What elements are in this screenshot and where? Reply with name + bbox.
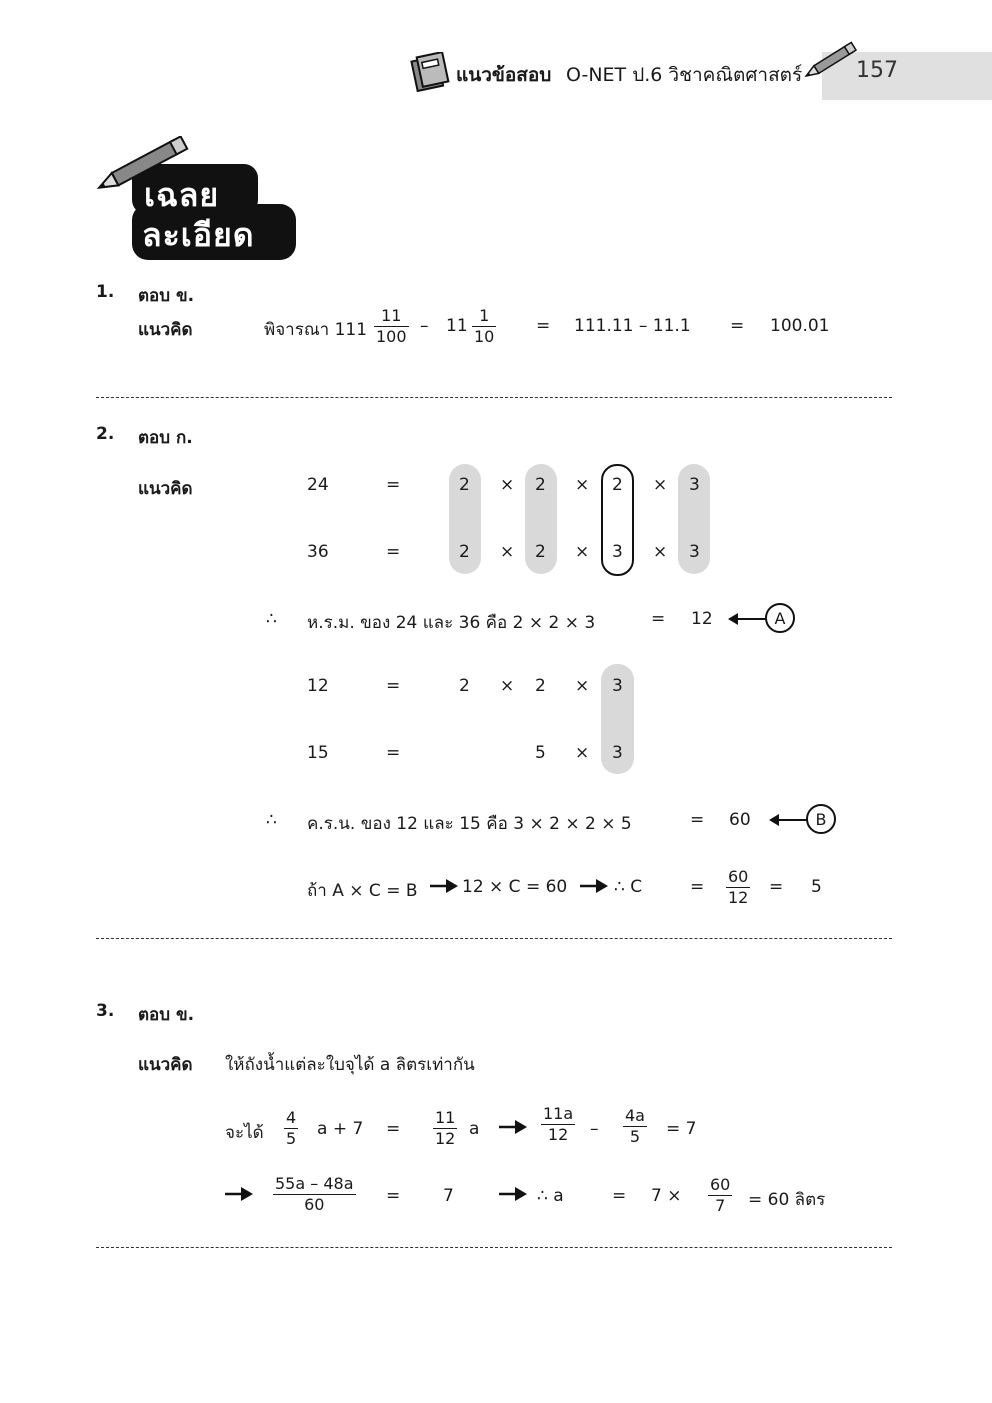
row36-eq: =: [386, 542, 401, 562]
q1-lead: พิจารณา 111: [264, 320, 368, 340]
q2-label: แนวคิด: [138, 479, 193, 499]
q3-fraction: 4a 5: [625, 1106, 645, 1146]
lcm-text: ค.ร.น. ของ 12 และ 15 คือ 3 × 2 × 2 × 5: [307, 814, 632, 834]
q3-fraction: 60 7: [710, 1175, 731, 1215]
q2-answer: ตอบ ก.: [138, 428, 193, 448]
arrow-left-icon: [769, 812, 807, 828]
lcm-eq: =: [690, 810, 705, 830]
factor: 2: [459, 475, 470, 495]
hcf-value: 12: [691, 609, 713, 629]
times-symbol: ×: [500, 542, 515, 562]
row15-number: 15: [307, 743, 329, 763]
q3-a: a: [469, 1119, 480, 1139]
q3-eq3: =: [612, 1186, 627, 1206]
pencil-icon: [800, 40, 862, 82]
if-eq: =: [690, 877, 705, 897]
hcf-text: ห.ร.ม. ของ 24 และ 36 คือ 2 × 2 × 3: [307, 613, 596, 633]
q3-answer: ตอบ ข.: [138, 1005, 195, 1025]
factor: 3: [612, 676, 623, 696]
q3-get: จะได้: [225, 1123, 264, 1143]
factor: 2: [459, 676, 470, 696]
row12-number: 12: [307, 676, 329, 696]
factor: 3: [612, 542, 623, 562]
q1-mid: 111.11 – 11.1: [574, 316, 691, 336]
q3-fraction: 11a 12: [543, 1104, 574, 1144]
q1-eq2: =: [730, 316, 745, 336]
divider: [96, 397, 892, 398]
badge-line1: เฉลย: [144, 176, 220, 214]
lcm-value: 60: [729, 810, 751, 830]
q3-number: 3.: [96, 1001, 115, 1021]
lcm-tag: B: [806, 804, 836, 834]
times-symbol: ×: [575, 542, 590, 562]
arrow-right-icon: [225, 1186, 253, 1202]
arrow-left-icon: [728, 611, 766, 627]
books-icon: [408, 52, 452, 92]
row36-number: 36: [307, 542, 329, 562]
hcf-eq: =: [651, 609, 666, 629]
row12-eq: =: [386, 676, 401, 696]
header-title-bold: แนวข้อสอบ: [456, 64, 552, 86]
times-symbol: ×: [500, 676, 515, 696]
times-symbol: ×: [653, 542, 668, 562]
row24-eq: =: [386, 475, 401, 495]
therefore-symbol: ∴: [266, 810, 277, 830]
q1-fraction-2: 1 10: [474, 306, 495, 346]
q3-fraction: 55a – 48a 60: [275, 1174, 354, 1214]
q3-fraction: 4 5: [286, 1108, 297, 1148]
q3-therefore-a: ∴ a: [537, 1186, 564, 1206]
badge-line2: ละเอียด: [142, 216, 255, 254]
q3-result2: = 60 ลิตร: [748, 1190, 826, 1210]
if-part-c: ∴ C: [614, 877, 643, 897]
q1-fraction-1: 11 100: [376, 306, 407, 346]
factor: 3: [689, 542, 700, 562]
q3-intro: ให้ถังน้ำแต่ละใบจุได้ a ลิตรเท่ากัน: [225, 1055, 475, 1075]
if-eq2: =: [769, 877, 784, 897]
q3-val: 7: [443, 1186, 454, 1206]
times-symbol: ×: [500, 475, 515, 495]
factor: 2: [459, 542, 470, 562]
divider: [96, 938, 892, 939]
if-part-a: ถ้า A × C = B: [307, 881, 418, 901]
q3-a7: a + 7: [317, 1119, 364, 1139]
if-part-b: 12 × C = 60: [462, 877, 568, 897]
q2-fraction: 60 12: [728, 867, 749, 907]
hcf-tag: A: [765, 603, 795, 633]
q3-mul: 7 ×: [651, 1186, 682, 1206]
q1-minus: –: [420, 316, 429, 336]
row15-eq: =: [386, 743, 401, 763]
header-title: O-NET ป.6 วิชาคณิตศาสตร์: [566, 64, 803, 86]
page-number: 157: [856, 58, 898, 83]
q3-fraction: 11 12: [435, 1108, 456, 1148]
q1-result: 100.01: [770, 316, 830, 336]
times-symbol: ×: [653, 475, 668, 495]
row24-number: 24: [307, 475, 329, 495]
factor: 2: [612, 475, 623, 495]
factor: 5: [535, 743, 546, 763]
factor: 2: [535, 542, 546, 562]
q3-eq: =: [386, 1119, 401, 1139]
arrow-right-icon: [580, 878, 608, 894]
arrow-right-icon: [499, 1119, 527, 1135]
arrow-right-icon: [499, 1186, 527, 1202]
q1-answer: ตอบ ข.: [138, 286, 195, 306]
q3-eq2: =: [386, 1186, 401, 1206]
factor: 3: [612, 743, 623, 763]
if-result: 5: [811, 877, 822, 897]
q3-label: แนวคิด: [138, 1055, 193, 1075]
q1-eq1: =: [536, 316, 551, 336]
arrow-right-icon: [430, 878, 458, 894]
times-symbol: ×: [575, 743, 590, 763]
divider: [96, 1247, 892, 1248]
q1-label: แนวคิด: [138, 320, 193, 340]
q3-result1: = 7: [666, 1119, 697, 1139]
q1-whole2: 11: [446, 316, 468, 336]
times-symbol: ×: [575, 475, 590, 495]
factor: 2: [535, 676, 546, 696]
factor: 3: [689, 475, 700, 495]
q1-number: 1.: [96, 282, 115, 302]
therefore-symbol: ∴: [266, 609, 277, 629]
q3-minus: –: [590, 1119, 599, 1139]
times-symbol: ×: [575, 676, 590, 696]
q2-number: 2.: [96, 424, 115, 444]
factor: 2: [535, 475, 546, 495]
